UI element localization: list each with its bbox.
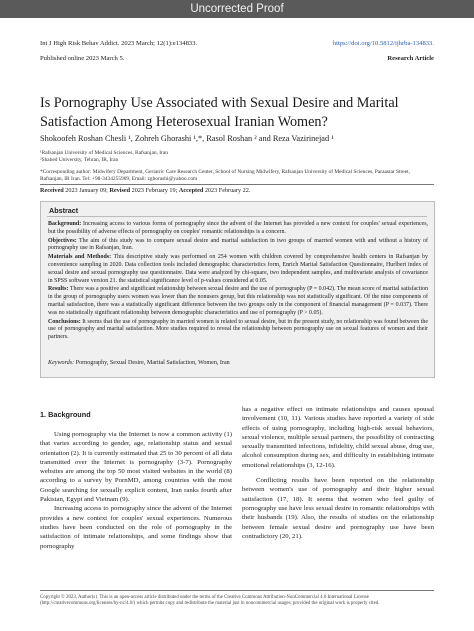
article-type: Research Article (387, 55, 434, 62)
abstract-background (48, 221, 428, 237)
abstract-methods (48, 254, 428, 285)
methods-text: This descriptive study was performed on 254 women with children covered by comprehensive health centers in Rafsanjan by convenience sampling in 2020. Data collection tools included demographic characteristics form, Enrich Marital Satisfaction Questionnaire, Hurlbert index of sexual desire and sexual pornography use questionnaire. Data were analyzed by chi-square, two independent samples, and multivariate analysis of covariance in SPSS software version 21. the statistical significance level of p-values considered at 0.05. (48, 254, 428, 284)
body-paragraph: Using pornography via the Internet is now a common activity (1) that varies according to gender, age, relationship status and sexual orientation (2). It is currently estimated that 25 to 30 percent of all data transmitted over the Internet is pornography (3-7). Pornography websites are among the top 50 most visited websites in the world (8) according to a survey by PornMD, among countries with the most Google searching for sexually explicit content, Iran ranks fourth after Pakistan, Egypt and Vietnam (9). (40, 431, 232, 504)
conclusions-text: It seems that the use of pornography in married women is related to sexual desire, but in the present study, no relationship was found between the use of pornography and marital satisfaction. More studies required to reveal the relationship between pornography use on sexual features of women and their partners. (48, 318, 429, 341)
body-paragraph: Increasing access to pornography since the advent of the Internet provides a new context for couples' sexual experiences. Numerous studies have been conducted on the role of pornography in the satisfaction of intimate relationships, and some findings show that pornography (40, 505, 232, 550)
divider (40, 184, 434, 185)
background-text: Increasing access to various forms of pornography since the advent of the Internet has provided a new context for couples' sexual experiences, but the possibility of adverse effects of pornography on couples' romantic relationships is a concern. (48, 221, 428, 235)
conclusions-label: Conclusions: (48, 318, 81, 325)
correspondence-line-1: *Corresponding author: Midwifery Department, Geriatric Care Research Center, School of Nursing Midwifery, Rafsanjan University of Medical Sciences, Paraastar Street, (40, 169, 410, 175)
received-date: 2023 January 09; (65, 187, 108, 194)
objectives-text: The aim of this study was to compare sexual desire and marital satisfaction in two groups of married women with and without a history of pornography use in Rafsanjan, Iran. (48, 237, 428, 252)
results-label: Results: (48, 286, 69, 293)
keywords-label: Keywords: (48, 360, 75, 366)
abstract-divider (47, 216, 427, 217)
keywords (48, 360, 230, 366)
affiliation-1: ¹Rafsanjan University of Medical Sciences, Rafsanjan, Iran (40, 150, 168, 156)
affiliation-2: ²Shahed University, Tehran, IR, Iran (40, 157, 119, 163)
article-dates (40, 187, 250, 194)
left-column (40, 430, 232, 551)
abstract-objectives (48, 238, 428, 254)
abstract-box (40, 201, 435, 378)
section-heading-background: 1. Background (40, 410, 91, 419)
methods-label: Materials and Methods: (48, 254, 112, 261)
body-paragraph: Conflicting results have been reported on the relationship between women's use of pornography and their higher sexual satisfaction (17, 18). It seems that women who feel guilty of pornography use have less sexual desire in romantic relationships with their husbands (19). Also, the results of studies on the relationship between female sexual desire and pornography use have been contradictory (20, 21). (242, 477, 434, 540)
doi-link[interactable]: https://doi.org/10.5812/ijhrba-134833. (332, 40, 434, 47)
objectives-label: Objectives: (48, 237, 77, 244)
uncorrected-proof-banner: Uncorrected Proof (0, 0, 474, 18)
journal-citation: Int J High Risk Behav Addict. 2023 March; 12(1):e134833. (40, 40, 198, 47)
article-title: Is Pornography Use Associated with Sexual Desire and Marital Satisfaction Among Heterosexual Iranian Women? (40, 95, 399, 130)
background-label: Background: (48, 221, 82, 227)
abstract-body (48, 221, 428, 343)
copyright-notice: Copyright © 2023, Author(s). This is an open-access article distributed under the terms of the Creative Commons Attribution-NonCommercial 4.0 International License (http://creativecommons.org/licenses/by-nc/4.0/) which permits copy and redistribute the material just in noncommercial usages, provided the original work is properly cited. (40, 595, 380, 606)
accepted-date: 2023 February 22. (204, 187, 251, 194)
abstract-results (48, 286, 428, 317)
body-paragraph: has a negative effect on intimate relationships and causes spousal involvement (10, 11). Various studies have reported a variety of side effects of using pornography, including high-risk sexual behaviors, sexual violence, multiple sexual partners, the possibility of contracting sexually transmitted infections, infidelity, child sexual abuse, drug use, alcohol consumption during sex, and difficulty in establishing intimate emotional relationships (3, 12-16). (242, 406, 434, 469)
revised-label: Revised (109, 187, 131, 194)
results-text: There was a positive and significant relationship between sexual desire and the use of pornography (P = 0.042). The mean score of marital satisfaction in the group of pornography users women was lower than the nonusers group, but this relationship was not statistically significant. Of the nine components of marital satisfaction, there was a statistically significant difference between the two groups only in the component of financial management (P = 0.037). There was no statistically significant relationship between demographic characteristics and use of pornography (P > 0.05). (48, 286, 428, 316)
correspondence-line-2: Rafsanjan, IR Iran. Tel: +98-3434255909, Email: zghorashi@yahoo.com (40, 176, 198, 182)
accepted-label: Accepted (178, 187, 204, 194)
right-column (242, 405, 434, 541)
abstract-heading: Abstract (49, 206, 79, 215)
keywords-text: Pornography, Sexual Desire, Marital Satisfaction, Women, Iran (75, 360, 230, 366)
published-date: Published online 2023 March 5. (40, 55, 125, 62)
author-list: Shokoofeh Roshan Chesli ¹, Zohreh Ghorashi ¹,*, Rasol Roshan ² and Reza Vazirinejad ¹ (40, 134, 334, 143)
received-label: Received (40, 187, 64, 194)
abstract-conclusions (48, 319, 428, 342)
revised-date: 2023 February 19; (131, 187, 178, 194)
footer-divider (40, 590, 434, 591)
